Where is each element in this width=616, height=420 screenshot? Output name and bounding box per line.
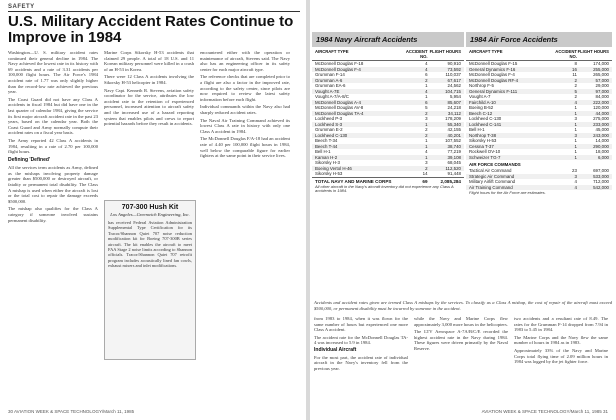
paragraph: Navy Capt. Kenneth R. Stevens, aviation safety coordinator for the service, attributes the low accident rate to the retention of experienced personnel, increased attention to aircraft safety and the increased use of a hazard reporting system that enables pilots and crews to report potential hazards before they result in accidents. [104,87,194,127]
navy-accidents-table [312,32,464,195]
flight-hours-cell: 18,000 [595,149,609,154]
accident-count-cell: 1 [425,121,428,127]
aircraft-type-cell: Fairchild A-10 [469,99,496,105]
accident-count-cell: 6 [425,99,428,105]
flight-hours-cell: 533,000 [593,173,609,179]
paragraph: The Coast Guard did not have any Class A accidents in fiscal 1984 but did have one in the last quarter of calendar 1984, giving the service its first major aircraft accident rate in the past 23 years, based on the calendar year. Both the Coast Guard and Army normally compute their accident rates on a fiscal year basis. [8,96,98,136]
paragraph: The mishap also qualifies for the Class A category if someone involved sustains permanent disability. [8,206,98,223]
flight-hours-cell: 38,740 [447,143,461,149]
accident-count-cell: 4 [425,149,428,154]
page-footer: AVIATION WEEK & SPACE TECHNOLOGY/March 11, 1985 31 [481,409,608,414]
air-force-accidents-table [466,32,612,197]
paragraph: two accidents and a resultant rate of 8.49. The rates for the Grumman F-14 dropped from 7.94 in 1983 to 5.45 in 1984. [514,316,608,333]
paragraph: Individual commands within the Navy also had sharply reduced accident rates. [200,104,290,115]
aircraft-type-cell: Bell H-1 [469,127,485,132]
accident-count-cell: 3 [574,116,577,121]
af-table-title: 1984 Air Force Accidents [466,32,612,47]
sidebar-subtitle: Los Angeles—Greenwich Engineering, Inc. [110,212,190,217]
af-table-body [466,61,612,160]
aircraft-type-cell: General Dynamics F-111 [469,88,518,94]
aircraft-type-cell: McDonnell Douglas RF-4 [469,77,519,83]
aircraft-type-cell: General Dynamics F-16 [469,66,516,72]
aircraft-type-cell: McDonnell Douglas F-15 [469,61,518,66]
accident-count-cell: 2 [425,110,428,116]
table-header [466,47,612,61]
subhead: Individual Aircraft [314,346,357,353]
af-commands-body [466,168,612,190]
accident-count-cell: 3 [574,132,577,138]
flight-hours-cell: 73,592 [447,66,461,72]
aircraft-type-cell: Vought A-7 [469,94,491,99]
aircraft-type-cell: Sikorsky H-53 [469,138,497,143]
paragraph: There were 12 Class A accidents involving the Sikorsky H-53 helicopter in 1984. [104,74,194,85]
flight-hours-cell: 55,340 [447,121,461,127]
aircraft-type-cell: Lockheed S-3 [315,121,343,127]
section-label: SAFETY [8,4,35,10]
sidebar-title: 707-300 Hush Kit [121,204,179,211]
total-accidents: 69 [422,178,428,184]
paragraph: The accident rate for the McDonnell Douglas TA-4 was increased to 5.9 in 1984. [314,334,408,346]
aircraft-type-cell: Bell H-1 [315,149,331,154]
paragraph: Washington—U. S. military accident rates continued their general decline in 1984. The Navy achieved the lowest rate in its history with 69 accidents and a rate of 3.31 accidents per 100,000 flight hours. The Air Force's 1984 accident rate of 1.77 was only slightly higher than the record-low rate achieved the previous year. [8,50,98,95]
accident-count-cell: 1 [425,143,428,149]
aircraft-type-cell: Northrop F-5 [469,83,494,88]
accident-count-cell: 1 [574,121,577,127]
flight-hours-cell: 34,112 [447,110,461,116]
flight-hours-cell: 712,000 [593,179,609,184]
col-header: AIRCRAFT TYPE [469,49,503,54]
aircraft-type-cell: Sikorsky H-53 [315,171,343,176]
flight-hours-cell: 24,562 [447,83,461,88]
accident-count-cell: 4 [574,184,577,190]
aircraft-type-cell: Schweizer TG-7 [469,154,501,160]
flight-hours-cell: 91,448 [447,171,461,176]
accident-count-cell: 1 [574,110,577,116]
aircraft-type-cell: McDonnell Douglas F-4 [469,72,515,77]
article-column-5 [414,316,508,406]
article-column-6 [514,316,608,406]
paragraph: For the most part, the accident rate of individual aircraft in the Navy's inventory fell from the previous year. [314,354,408,371]
accident-count-cell: 2 [574,77,577,83]
accident-count-cell: 2 [425,127,428,132]
flight-hours-cell: 67,617 [447,77,461,83]
flight-hours-cell: 275,000 [593,116,609,121]
accident-count-cell: 8 [574,61,577,66]
aircraft-type-cell: Lockheed C-130 [315,132,348,138]
aircraft-type-cell: Beech C-12 [469,110,493,116]
flight-hours-cell: 77,219 [447,149,461,154]
accident-count-cell: 23 [572,168,577,173]
article-column-3 [200,50,290,405]
subhead: Defining 'Defined' [8,156,51,163]
flight-hours-cell: 107,552 [445,138,461,143]
accident-count-cell: 1 [425,83,428,88]
accident-count-cell: 6 [425,72,428,77]
flight-hours-cell: 90,910 [447,61,461,66]
paragraph: The LTV Aerospace A-7A/B/C/E recorded the highest accident rate in the Navy during 1984. These figures were driven primarily by the Naval Reserve. [414,329,508,351]
accident-count-cell: 1 [425,138,428,143]
article-column-4 [314,316,408,406]
flight-hours-cell: 42,155 [447,127,461,132]
accident-count-cell: 14 [422,171,428,176]
paragraph: from 1983 to 1984, when it was flown for the same number of hours but experienced one more Class A accident. [314,316,408,333]
aircraft-type-cell: Rockwell OV-10 [469,149,501,154]
aircraft-type-cell: McDonnell Douglas F-18 [315,61,364,66]
flight-hours-cell: 57,000 [595,77,609,83]
header-rule [8,11,300,12]
paragraph: Approximately 33% of the Navy and Marine Corps total flying time of 2.09 million hours in 1984 was logged by the jet fighter force. [514,347,608,365]
aircraft-type-cell: Vought A-7E [315,88,340,94]
table-note: Flight hours for the Air Force are estimates. [469,190,546,195]
table-row [466,155,612,161]
flight-hours-cell: 85,607 [447,99,461,105]
accident-count-cell: 1 [574,149,577,154]
paragraph: All the services term accidents as Army, defined as the mishaps involving property damage greater than $500,000 or destroyed aircraft, or fatality or permanent total disability. The Class A mishap is used when either the aircraft is lost or the total cost to repair the damage exceeds $500,000. [8,165,98,204]
accident-count-cell: 4 [425,88,428,94]
left-page [0,0,306,420]
flight-hours-cell: 542,000 [593,184,609,190]
af-commands-title: AIR FORCE COMMANDS [469,162,521,167]
flight-hours-cell: 5,954 [449,94,461,99]
aircraft-type-cell: Boeing B-52 [469,105,494,110]
right-page [310,0,616,420]
aircraft-type-cell: McDonnell Douglas A-4 [315,99,361,105]
flight-hours-cell: 104,715 [445,88,461,94]
flight-hours-cell: 290,000 [593,143,609,149]
accident-count-cell: 2 [574,83,577,88]
col-header: AIRCRAFT TYPE [315,49,349,54]
aircraft-type-cell: Grumman F-14 [315,72,345,77]
accident-count-cell: 16 [572,66,577,72]
flight-hours-cell: 265,000 [593,72,609,77]
flight-hours-cell: 6,000 [597,154,609,160]
accident-count-cell: 2 [425,77,428,83]
aircraft-type-cell: McDonnell Douglas F-4 [315,66,361,72]
sidebar-hush-kit [104,200,196,360]
aircraft-type-cell: Kaman H-2 [315,154,338,160]
accident-count-cell: 3 [425,160,428,165]
aircraft-type-cell: Vought A-7/A-8/C [315,94,349,99]
sidebar-body: has received Federal Aviation Administration Supplemental Type Certification for its Tracor/Shannon Quiet 707 noise reduction modification kit for Boeing 707-300B series aircraft. The kit enables the aircraft to meet FAA Stage 2 noise limits according to Shannon officials. Tracor/Shannon Quiet 707 retrofit program includes acoustically lined fan cowls, exhaust mixers and inlet modifications. [108,220,192,269]
navy-table-body [312,61,464,177]
accident-count-cell: 2 [425,165,428,171]
aircraft-type-cell: Tactical Air Command [469,168,512,173]
table-row [312,171,464,177]
aircraft-type-cell: Cessna T-37 [469,143,494,149]
paragraph: The Army reported 42 Class A accidents in 1984, resulting in a rate of 2.70 per 100,000 flight hours. [8,137,98,155]
flight-hours-cell: 110,037 [445,72,461,77]
accident-count-cell: 1 [574,127,577,132]
aircraft-type-cell: Northrop T-38 [469,132,497,138]
flight-hours-cell: 255,000 [593,66,609,72]
accident-count-cell: 1 [574,154,577,160]
accident-count-cell: 11 [572,72,577,77]
flight-hours-cell: 45,000 [595,127,609,132]
accident-count-cell: 3 [425,116,428,121]
flight-hours-cell: 178,209 [445,116,461,121]
flight-hours-cell: 112,520 [445,165,461,171]
flight-hours-cell: 68,045 [447,160,461,165]
flight-hours-cell: 233,000 [593,121,609,127]
aircraft-type-cell: Beech T-34 [315,138,338,143]
flight-hours-cell: 29,000 [595,83,609,88]
paragraph: encountered either with the operation or maintenance of aircraft, Stevens said. The Navy also has an engineering officer in its safety center for each major aircraft type. [200,50,290,72]
aircraft-type-cell: Military Airlift Command [469,179,516,184]
flight-hours-cell: 44,000 [595,110,609,116]
aircraft-type-cell: Air Training Command [469,184,513,190]
accident-count-cell: 2 [425,132,428,138]
aircraft-type-cell: Boeing Vertol H-46 [315,165,352,171]
accident-count-cell: 4 [574,99,577,105]
flight-hours-cell: 84,000 [595,94,609,99]
aircraft-type-cell: McDonnell Douglas TA-4 [315,110,364,116]
accident-count-cell: 1 [425,154,428,160]
paragraph: The McDonnell Douglas F/A-18 had an accident rate of 4.40 per 100,000 flight hours in 1984, well below the comparable figure for earlier fighters at the same point in their service lives. [200,136,290,159]
accident-count-cell: 4 [425,61,428,66]
page-footer: 30 AVIATION WEEK & SPACE TECHNOLOGY/March 11, 1985 [8,409,135,414]
table-total-row [312,177,464,184]
aircraft-type-cell: Strategic Air Command [469,173,515,179]
accident-count-cell: 4 [574,179,577,184]
accident-count-cell: 1 [574,105,577,110]
accident-count-cell: 2 [574,94,577,99]
accident-count-cell: 5 [425,105,428,110]
aircraft-type-cell: Lockheed C-141 [469,121,502,127]
navy-table-title: 1984 Navy Aircraft Accidents [312,32,464,47]
table-note: All other aircraft in the Navy's aircraft inventory did not experience any Class A accidents in 1984. [315,183,454,194]
paragraph: while the Navy and Marine Corps flew approximately 3,000 more hours in the helicopters. [414,316,508,327]
article-column-1 [8,50,98,405]
flight-hours-cell: 222,000 [593,99,609,105]
flight-hours-cell: 24,218 [447,105,461,110]
col-header: FLIGHT HOURS [429,49,461,54]
flight-hours-cell: 40,201 [447,132,461,138]
aircraft-type-cell: Sikorsky H-3 [315,160,340,165]
flight-hours-cell: 14,000 [595,138,609,143]
paragraph: The Marine Corps and the Navy flew the same number of hours in 1984 as in 1983. [514,334,608,346]
col-header: ACCIDENT NO. [555,49,577,59]
flight-hours-cell: 39,108 [447,154,461,160]
accident-count-cell: 1 [425,94,428,99]
paragraph: The Naval Air Training Command achieved its lowest Class A rate in history with only one Class A accident in 1984. [200,117,290,134]
accident-count-cell: 3 [574,173,577,179]
table-header [312,47,464,61]
tables-caption: Accidents and accident rates given are termed Class A mishaps by the services. To classify as a Class A mishap, the cost of repair of the aircraft must exceed $500,000, or permanent disability must be incurred by someone in the accident. [314,300,612,311]
col-header: FLIGHT HOURS [577,49,609,54]
aircraft-type-cell: Beech T-44 [315,143,338,149]
accident-count-cell: 1 [574,143,577,149]
aircraft-type-cell: Grumman E-2 [315,127,343,132]
total-label: TOTAL NAVY AND MARINE CORPS [315,178,392,184]
flight-hours-cell: 97,000 [595,88,609,94]
col-header: ACCIDENT NO. [405,49,428,59]
total-hours: 2,085,284 [440,178,461,184]
article-headline: U.S. Military Accident Rates Continue to Improve in 1984 [8,13,294,46]
aircraft-type-cell: Grumman EA-6 [315,83,346,88]
accident-count-cell: 4 [425,66,428,72]
accident-count-cell: 5 [574,88,577,94]
aircraft-type-cell: Lockheed P-3 [315,116,343,121]
flight-hours-cell: 174,000 [593,61,609,66]
accident-count-cell: 1 [574,138,577,143]
flight-hours-cell: 120,000 [593,105,609,110]
flight-hours-cell: 697,000 [593,168,609,173]
paragraph: Marine Corps Sikorsky H-53 accidents that claimed 29 people. A total of 18 U.S. and 11 Korean military personnel were killed in a crash of an H-53 in Korea. [104,50,194,72]
paragraph: The reference checks that are completed prior to a flight are also a factor in the improved rate, according to the safety center, since pilots are now required to review the latest safety information before each flight. [200,74,290,102]
flight-hours-cell: 243,000 [593,132,609,138]
aircraft-type-cell: Lockheed C-130 [469,116,502,121]
aircraft-type-cell: McDonnell Douglas AV-8 [315,105,364,110]
aircraft-type-cell: Grumman A-6 [315,77,343,83]
